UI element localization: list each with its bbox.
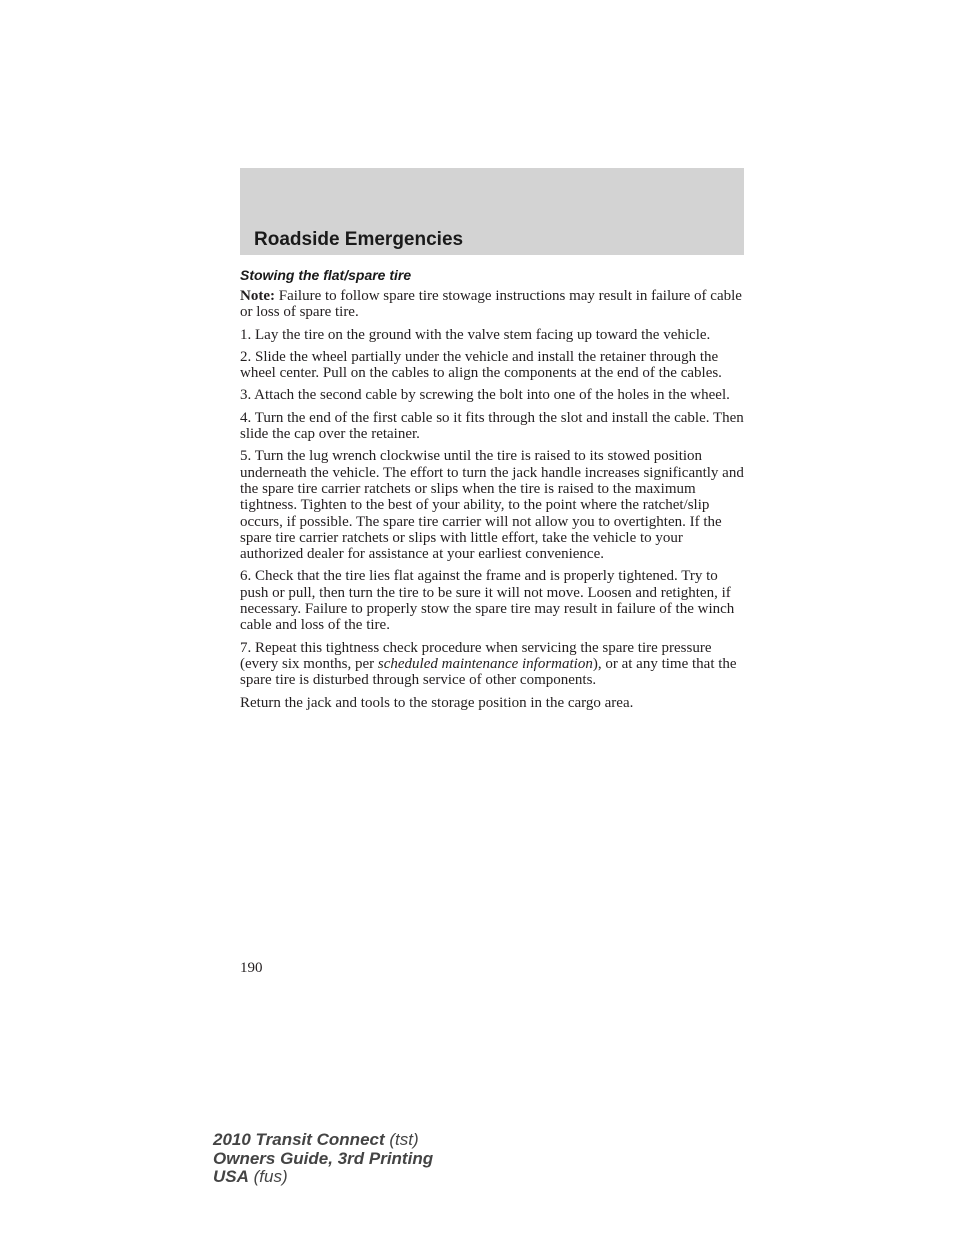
footer-region-code: (fus) [248, 1167, 288, 1186]
subheading: Stowing the flat/spare tire [240, 267, 412, 283]
footer-model-code: (tst) [384, 1130, 419, 1149]
main-content [240, 267, 746, 717]
note-text: Failure to follow spare tire stowage instructions may result in failure of cable or loss of spare tire. [240, 288, 742, 321]
footer-region: USA [213, 1167, 249, 1186]
step-7-text-start: 7. Repeat this tightness check procedure when servicing the spare tire pressure (every six months, per [240, 639, 712, 672]
page-number: 190 [240, 960, 263, 976]
note-paragraph [240, 288, 746, 321]
step-5: 5. Turn the lug wrench clockwise until the tire is raised to its stowed position underneath the vehicle. The effort to turn the jack handle increases significantly and the spare tire carrier ratchets or slips when the tire is raised to the maximum tightness. Tighten to the best of your ability, to the point where the ratchet/slip occurs, if possible. The spare tire carrier will not allow you to overtighten. If the spare tire carrier ratchets or slips with little effort, take the vehicle to your authorized dealer for assistance at your earliest convenience. [240, 448, 744, 563]
note-label: Note: [240, 288, 275, 304]
document-footer [213, 1131, 433, 1187]
step-3: 3. Attach the second cable by screwing the bolt into one of the holes in the wheel. [240, 387, 730, 404]
section-title: Roadside Emergencies [254, 229, 464, 250]
footer-model-name: 2010 Transit Connect [213, 1130, 385, 1149]
maintenance-reference-link[interactable]: scheduled maintenance information [377, 655, 593, 672]
step-7 [240, 640, 746, 689]
step-6: 6. Check that the tire lies flat against the frame and is properly tightened. Try to push or pull, then turn the tire to be sure it will not move. Loosen and retighten, if necessary. Failure to properly stow the spare tire may result in failure of the winch cable and loss of the tire. [240, 568, 735, 634]
step-2: 2. Slide the wheel partially under the vehicle and install the retainer through the wheel center. Pull on the cables to align the components at the end of the cables. [240, 348, 722, 382]
footer-line-region [213, 1168, 433, 1187]
step-7-text-end: ), or at any time that the spare tire is disturbed through service of other components. [240, 655, 737, 689]
step-1: 1. Lay the tire on the ground with the valve stem facing up toward the vehicle. [240, 326, 711, 343]
step-4: 4. Turn the end of the first cable so it fits through the slot and install the cable. Then slide the cap over the retainer. [240, 409, 744, 443]
section-header-band [240, 168, 744, 255]
footer-line-model [213, 1131, 433, 1150]
footer-line-edition: Owners Guide, 3rd Printing [213, 1148, 434, 1168]
closing-paragraph: Return the jack and tools to the storage position in the cargo area. [240, 694, 634, 711]
